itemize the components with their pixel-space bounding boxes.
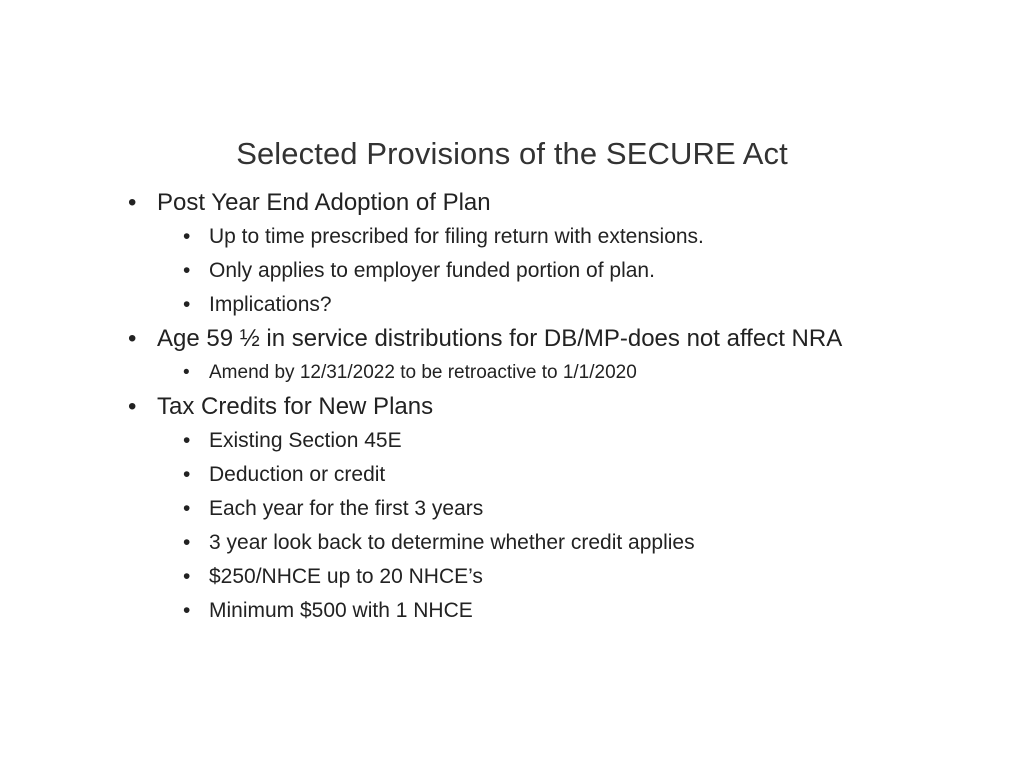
bullet-icon: •	[128, 393, 137, 420]
bullet-icon: •	[128, 189, 137, 216]
sub-bullet-text: Existing Section 45E	[209, 429, 402, 452]
sub-bullet-item	[0, 220, 1024, 254]
sub-bullet-item	[0, 560, 1024, 594]
sub-bullet-item	[0, 526, 1024, 560]
bullet-icon: •	[183, 259, 191, 282]
sub-bullet-text: Minimum $500 with 1 NHCE	[209, 599, 473, 622]
bullet-icon: •	[183, 463, 191, 486]
sub-bullet-item	[0, 594, 1024, 628]
bullet-text: Post Year End Adoption of Plan	[157, 189, 491, 216]
sub-bullet-text: Each year for the first 3 years	[209, 497, 484, 520]
bullet-heading-age-59-distributions	[0, 322, 1024, 356]
sub-bullet-item	[0, 254, 1024, 288]
bullet-heading-post-year-end-adoption	[0, 186, 1024, 220]
bullet-icon: •	[183, 599, 191, 622]
bullet-icon: •	[183, 565, 191, 588]
sub-bullet-item	[0, 356, 1024, 390]
sub-bullet-item	[0, 458, 1024, 492]
sub-bullet-text: Only applies to employer funded portion of plan.	[209, 259, 655, 282]
sub-bullet-text: $250/NHCE up to 20 NHCE’s	[209, 565, 483, 588]
bullet-icon: •	[183, 531, 191, 554]
bullet-icon: •	[183, 362, 190, 383]
bullet-text: Tax Credits for New Plans	[157, 393, 434, 420]
sub-bullet-text: Implications?	[209, 293, 332, 316]
sub-bullet-item	[0, 492, 1024, 526]
bullet-icon: •	[183, 429, 191, 452]
bullet-icon: •	[183, 497, 191, 520]
bullet-icon: •	[183, 225, 191, 248]
sub-bullet-item	[0, 424, 1024, 458]
bullet-list	[0, 186, 1024, 628]
slide-title: Selected Provisions of the SECURE Act	[236, 136, 788, 171]
bullet-heading-tax-credits	[0, 390, 1024, 424]
bullet-text: Age 59 ½ in service distributions for DB/MP-does not affect NRA	[157, 325, 843, 352]
bullet-icon: •	[128, 325, 137, 352]
sub-bullet-text: Up to time prescribed for filing return with extensions.	[209, 225, 704, 248]
sub-bullet-text: Deduction or credit	[209, 463, 386, 486]
bullet-icon: •	[183, 293, 191, 316]
sub-bullet-text: 3 year look back to determine whether credit applies	[209, 531, 695, 554]
sub-bullet-text: Amend by 12/31/2022 to be retroactive to 1/1/2020	[209, 362, 637, 383]
sub-bullet-item	[0, 288, 1024, 322]
